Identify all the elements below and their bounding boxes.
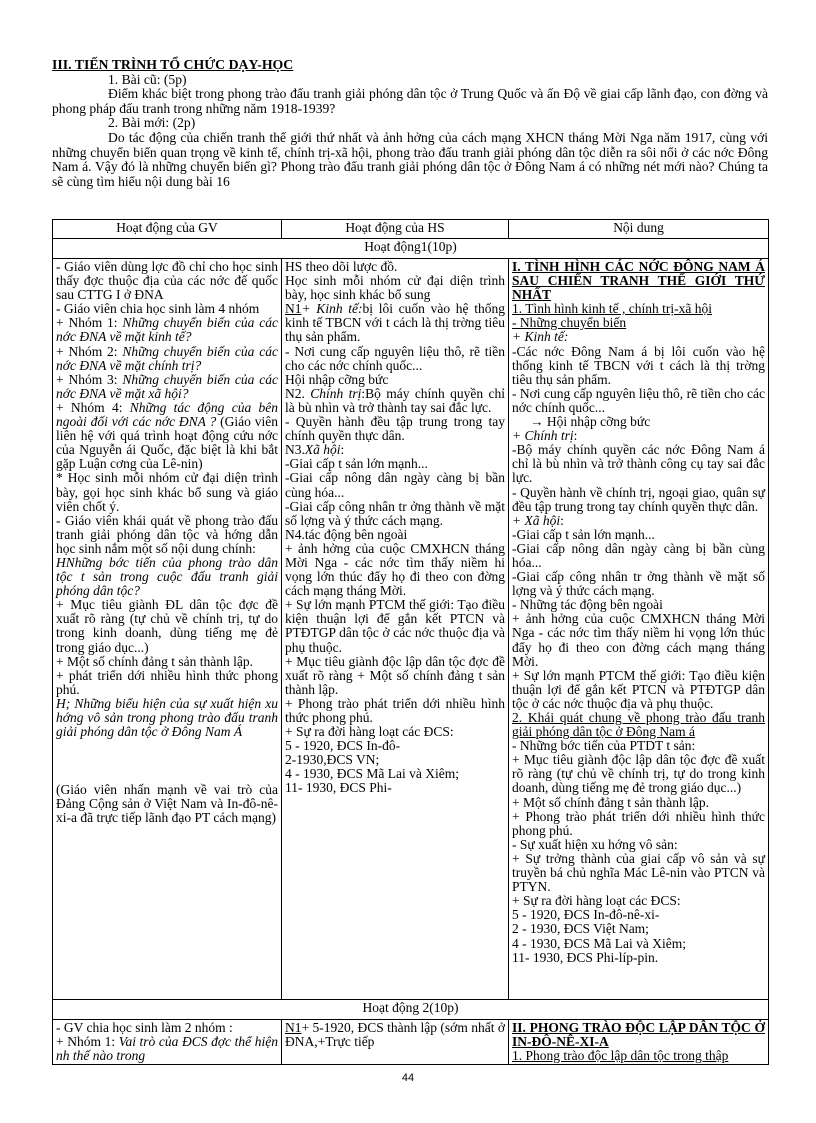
content-text: + ảnh hởng của cuộc CMXHCN tháng Mời Nga - các nớc tìm thấy niềm hi vọng lớn thúc đẩy họ đi theo con đờng cách mạng tháng Mời. [512,611,765,669]
gv-text: - Giáo viên khái quát về phong trào đấu tranh giải phóng dân tộc và hớng dẫn học sinh nắm một số nội dung chính: [56,512,278,556]
content-text: + Sự lớn mạnh PTCM thế giới: Tạo điều kiện thuận lợi để gắn kết PTCN và PTĐTGP dân tộc ở các nớc thuộc địa và phụ thuộc. [512,667,765,711]
activity2-label: Hoạt động 2(10p) [53,1000,769,1020]
hs-text: + Mục tiêu giành độc lập dân tộc đợc đề xuất rõ ràng + Một số chính đảng t sản thành lập. [285,653,505,697]
activity1-label: Hoạt động1(10p) [53,239,769,259]
page-number: 44 [401,1072,415,1084]
content-heading-2: II. PHONG TRÀO ĐỘC LẬP DÂN TỘC Ở IN-ĐÔ-NÊ-XI-A [512,1020,765,1050]
content-text: + Mục tiêu giành độc lập dân tộc đợc đề xuất rõ ràng (tự chủ về chính trị, tự do trong kinh doanh, dùng tiếng mẹ đẻ trong giáo dục...) [512,752,765,796]
hs-text: 4 - 1930, ĐCS Mã Lai và Xiêm; [285,766,459,782]
gv-question: Những chuyển biến của các nớc ĐNA về mặt xã hội? [56,371,278,401]
hs-activity1-cell [282,259,509,1000]
gv-text: - Giáo viên chia học sinh làm 4 nhóm [56,301,260,317]
content-subheading: 1. Phong trào độc lập dân tộc trong thập [512,1048,729,1064]
hs-text: -Giai cấp công nhân tr ởng thành về mặt số lợng và ý thức cách mạng. [285,498,505,528]
hs-text: - Quyền hành đều tập trung trong tay chính quyền thực dân. [285,414,505,444]
content-subheading: 1. Tình hình kinh tế , chính trị-xã hội [512,301,712,317]
content-activity2-cell [509,1020,769,1065]
new-lesson-text: Do tác động của chiến tranh thế giới thứ nhất và ảnh hởng của cách mạng XHCN tháng Mời Nga năm 1917, cùng với những chuyển biến quan trọng về kinh tế, chính trị-xã hội, phong trào đấu tranh giải phóng dân tộc diễn ra sôi nổi ở các nớc Đông Nam á. Vậy đó là những chuyển biến gì? Phong trào đấu tranh giải phóng dân tộc ở Đông Nam á có những nét mới nào? Chúng ta sẽ cùng tìm hiểu nội dung bài 16 [52,129,768,189]
content-text: - Nơi cung cấp nguyên liệu thô, rẽ tiền cho các nớc chính quốc... [512,385,765,415]
hs-text: Học sinh mỗi nhóm cử đại diện trình bày, học sinh khác bổ sung [285,273,505,303]
gv-text: + Một số chính đảng t sản thành lập. [56,653,253,669]
header-gv: Hoạt động của GV [53,220,282,239]
content-activity1-cell [509,259,769,1000]
gv-question: Những chuyển biến của các nớc ĐNA về mặt chính trị? [56,343,278,373]
content-text: + Sự trởng thành của giai cấp vô sản và sự truyền bá chủ nghĩa Mác Lê-nin vào PTCN và PTYN. [512,850,765,895]
content-text: - Những bớc tiến của PTDT t sản: [512,738,696,754]
gv-question: Những tác động của bên ngoài đối với các nớc ĐNA ? [56,399,278,430]
hs-text: + 5-1920, ĐCS thành lập (sớm nhất ở ĐNA,+Trực tiếp [285,1020,505,1050]
content-text: 5 - 1920, ĐCS In-đô-nê-xi- [512,907,660,923]
content-text: -Giai cấp t sản lớn mạnh... [512,526,655,542]
content-text: -Giai cấp nông dân ngày càng bị bần cùng hóa... [512,540,765,570]
content-subheading: 2. Khái quát chung về phong trào đấu tranh giải phóng dân tộc ở Đông Nam á [512,710,765,740]
hs-topic: tác động bên ngoài [304,526,408,542]
hs-text: 5 - 1920, ĐCS In-đô- [285,738,401,754]
content-topic: + Chính trị [512,428,574,444]
content-text: -Bộ máy chính quyền các nớc Đông Nam á chỉ là bù nhìn và trở thành công cụ tay sai đắc lực. [512,442,765,486]
content-text: - Những tác động bên ngoài [512,597,663,613]
gv-text: + Nhóm 2: [56,343,123,359]
gv-text: + phát triển dới nhiều hình thức phong phú. [56,667,278,697]
gv-question: Vai trò của ĐCS đợc thể hiện nh thế nào trong [56,1034,278,1064]
activity2-row [53,1000,769,1020]
gv-question: HNhững bớc tiến của phong trào dân tộc t sản trong cuộc đấu tranh giải phóng dân tộc? [56,554,278,599]
content-text: -Các nớc Đông Nam á bị lôi cuốn vào hệ thống kinh tế TBCN với t cách là thị trờng tiêu thụ sản phẩm. [512,343,765,387]
content-topic: + Kinh tế: [512,329,569,345]
header-hs: Hoạt động của HS [282,220,509,239]
gv-text: (Giáo viên liên hệ với quá trình hoạt động cứu nớc của Nguyễn ái Quốc, đặc biệt là khi bắt gặp Luận cơng của Lê-nin) [56,414,278,472]
gv-text: + Nhóm 4: [56,399,130,415]
content-text: 11- 1930, ĐCS Phi-líp-pin. [512,949,659,965]
content-text: -Giai cấp công nhân tr ởng thành về mặt số lợng và ý thức cách mạng. [512,569,765,599]
hs-group-label: N2. [285,385,311,401]
content-text: 2 - 1930, ĐCS Việt Nam; [512,921,649,937]
old-lesson-label: 1. Bài cũ: (5p) [108,71,187,87]
content-text: : [573,428,578,444]
hs-topic: + Kinh tế: [301,301,363,317]
section-heading: III. TIẾN TRÌNH TỔ CHỨC DẠY-HỌC [52,57,294,72]
gv-text: - Giáo viên dùng lợc đồ chỉ cho học sinh thấy đợc thuộc địa của các nớc đế quốc sau CTTG I ở ĐNA [56,259,278,303]
gv-text: (Giáo viên nhấn mạnh về vai trò của Đảng Cộng sản ở Việt Nam và In-đô-nê-xi-a đã trực tiếp lãnh đạo PT cách mạng) [56,782,278,826]
new-lesson-label: 2. Bài mới: (2p) [108,115,196,131]
hs-text: 11- 1930, ĐCS Phi- [285,780,392,796]
gv-text: - GV chia học sinh làm 2 nhóm : [56,1020,233,1035]
gv-activity1-cell [53,259,282,1000]
content-heading-1: I. TÌNH HÌNH CÁC NỚC ĐÔNG NAM Á SAU CHIẾN TRANH THẾ GIỚI THỨ NHẤT [512,259,765,303]
hs-group-label: N1 [285,301,302,317]
content-text: Hội nhập cỡng bức [543,414,651,430]
gv-activity2-cell [53,1020,282,1065]
gv-question: Những chuyển biến của các nớc ĐNA về mặt kinh tế? [56,315,278,345]
hs-topic: Xã hội [304,442,341,458]
hs-text: -Giai cấp nông dân ngày càng bị bần cùng hóa... [285,470,505,500]
activity1-row [53,239,769,259]
hs-group-label: N3. [285,442,305,458]
content-text: : [560,512,564,528]
hs-group-label: N1 [285,1020,302,1035]
hs-text: - Nơi cung cấp nguyên liệu thô, rẽ tiền cho các nớc chính quốc... [285,343,505,373]
content-subheading: - Những chuyển biến [512,315,627,331]
activity1-content-row [53,259,769,1000]
hs-text: Hội nhập cỡng bức [285,371,389,387]
gv-text: + Nhóm 1: [56,315,123,331]
hs-text: + Sự ra đời hàng loạt các ĐCS: [285,724,454,740]
hs-text: 2-1930,ĐCS VN; [285,752,380,768]
content-topic: + Xã hội [512,512,561,528]
hs-text: :Bộ máy chính quyền chỉ là bù nhìn và trở thành tay sai đắc lực. [285,385,506,415]
gv-text: + Mục tiêu giành ĐL dân tộc đợc đề xuất rõ ràng (tự chủ về chính trị, tự do trong kinh doanh, dùng tiếng mẹ đẻ trong giáo dục...) [56,597,278,655]
content-text: + Một số chính đảng t sản thành lập. [512,794,709,810]
hs-activity2-cell [282,1020,509,1065]
hs-text: + ảnh hởng của cuộc CMXHCN tháng Mời Nga - các nớc tìm thấy niềm hi vọng lớn thúc đẩy họ đi theo con đờng cách mạng tháng Mời. [285,540,505,599]
gv-text: + Nhóm 3: [56,371,123,387]
table-header-row [53,220,769,239]
hs-group-label: N4. [285,526,305,542]
content-text: - Quyền hành về chính trị, ngoại giao, quân sự đều tập trung trong tay chính quyền thực dân. [512,484,765,514]
hs-topic: Chính trị [310,385,362,401]
hs-text: + Phong trào phát triển dới nhiều hình thức phong phú. [285,695,505,725]
hs-text: -Giai cấp t sản lớn mạnh... [285,456,428,472]
content-text: - Sự xuất hiện xu hớng vô sản: [512,836,678,852]
content-text: + Sự ra đời hàng loạt các ĐCS: [512,893,681,909]
old-lesson-question: Điểm khác biệt trong phong trào đấu tranh giải phóng dân tộc ở Trung Quốc và ấn Độ về giai cấp lãnh đạo, con đờng và phong pháp đấu tranh trong những năm 1918-1939? [52,86,768,116]
lesson-table [52,219,769,1065]
gv-question: H; Những biểu hiện của sự xuất hiện xu hớng vô sản trong phong trào đấu tranh giải phóng dân tộc ở Đông Nam Á [56,695,278,740]
intro-section [52,58,768,189]
hs-text: : [340,442,345,458]
arrow-icon: → [530,414,544,430]
hs-text: bị lôi cuốn vào hệ thống kinh tế TBCN với t cách là thị trờng tiêu thụ sản phẩm. [285,301,505,345]
hs-text: + Sự lớn mạnh PTCM thế giới: Tạo điều kiện thuận lợi để gắn kết PTCN và PTĐTGP dân tộc ở các nớc thuộc địa và phụ thuộc. [285,597,505,655]
hs-text: HS theo dõi lược đồ. [285,259,398,274]
header-content: Nội dung [509,220,769,239]
content-text: + Phong trào phát triển dới nhiều hình thức phong phú. [512,808,765,838]
activity2-content-row [53,1020,769,1065]
gv-text: * Học sinh mỗi nhóm cử đại diện trình bày, gọi học sinh khác bổ sung và giáo viên chốt ý. [56,470,278,514]
content-text: 4 - 1930, ĐCS Mã Lai và Xiêm; [512,935,686,951]
gv-text: + Nhóm 1: [56,1034,119,1050]
